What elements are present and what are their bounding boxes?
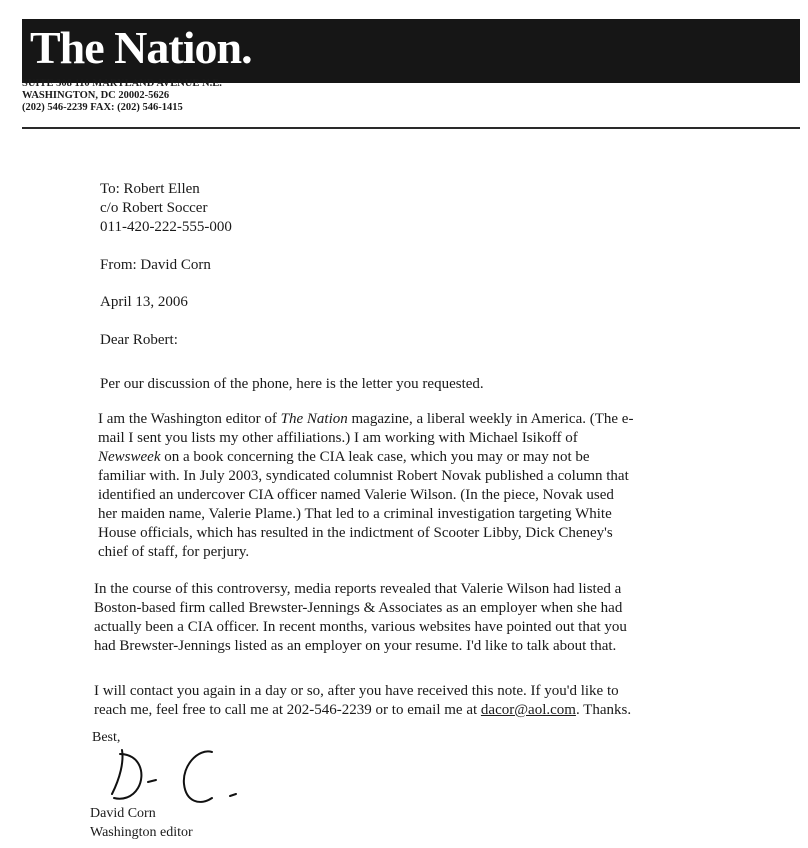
paragraph-intro <box>100 375 722 394</box>
salutation: Dear Robert: <box>100 332 178 348</box>
masthead-banner <box>22 19 800 83</box>
sender-name: David Corn <box>90 806 156 821</box>
paragraph-line: mail I sent you lists my other affiliations.) I am working with Michael Isikoff of <box>98 430 578 446</box>
paragraph-line: Per our discussion of the phone, here is the letter you requested. <box>100 376 484 392</box>
publication-logo: The Nation. <box>30 22 252 73</box>
paragraph-line: actually been a CIA officer. In recent months, various websites have pointed out that you <box>94 619 627 635</box>
recipient-block <box>100 180 232 237</box>
paragraph-line: her maiden name, Valerie Plame.) That led to a criminal investigation targeting White <box>98 506 612 522</box>
paragraph-text: . Thanks. <box>575 702 632 718</box>
publication-name: The Nation <box>280 411 348 427</box>
recipient-phone: 011-420-222-555-000 <box>100 219 232 235</box>
address-line-phone: (202) 546-2239 FAX: (202) 546-1415 <box>22 102 183 113</box>
paragraph-controversy <box>94 580 716 656</box>
sender-signature-block <box>90 804 193 842</box>
paragraph-line: chief of staff, for perjury. <box>98 544 250 560</box>
publication-name: Newsweek <box>98 449 161 465</box>
recipient-to: To: Robert Ellen <box>100 181 200 197</box>
paragraph-line: identified an undercover CIA officer named Valerie Wilson. (In the piece, Novak used <box>98 487 614 503</box>
paragraph-text: magazine, a liberal weekly in America. (The e- <box>347 411 634 427</box>
letterhead-divider <box>22 127 800 129</box>
paragraph-text: on a book concerning the CIA leak case, which you may or may not be <box>160 449 590 465</box>
paragraph-background <box>98 410 720 562</box>
paragraph-line: Boston-based firm called Brewster-Jennings & Associates as an employer when she had <box>94 600 623 616</box>
letter-date: April 13, 2006 <box>100 294 188 310</box>
valediction: Best, <box>92 730 121 745</box>
recipient-care-of: c/o Robert Soccer <box>100 200 208 216</box>
sender-line: From: David Corn <box>100 257 211 273</box>
paragraph-line: familiar with. In July 2003, syndicated columnist Robert Novak published a column that <box>98 468 629 484</box>
sender-title: Washington editor <box>90 825 193 840</box>
paragraph-contact <box>94 682 716 720</box>
letterhead-address <box>22 78 222 114</box>
paragraph-line: I will contact you again in a day or so, after you have received this note. If you'd like to <box>94 683 619 699</box>
paragraph-text: I am the Washington editor of <box>98 411 281 427</box>
paragraph-text: reach me, feel free to call me at 202-546-2239 or to email me at <box>94 702 481 718</box>
email-link[interactable]: dacor@aol.com <box>480 702 576 718</box>
address-line-street: SUITE 308 110 MARYLAND AVENUE N.E. <box>22 78 222 89</box>
address-line-city: WASHINGTON, DC 20002-5626 <box>22 90 170 101</box>
paragraph-line: In the course of this controversy, media reports revealed that Valerie Wilson had listed a <box>94 581 622 597</box>
paragraph-line: had Brewster-Jennings listed as an employer on your resume. I'd like to talk about that. <box>94 638 617 654</box>
paragraph-line: House officials, which has resulted in the indictment of Scooter Libby, Dick Cheney's <box>98 525 613 541</box>
